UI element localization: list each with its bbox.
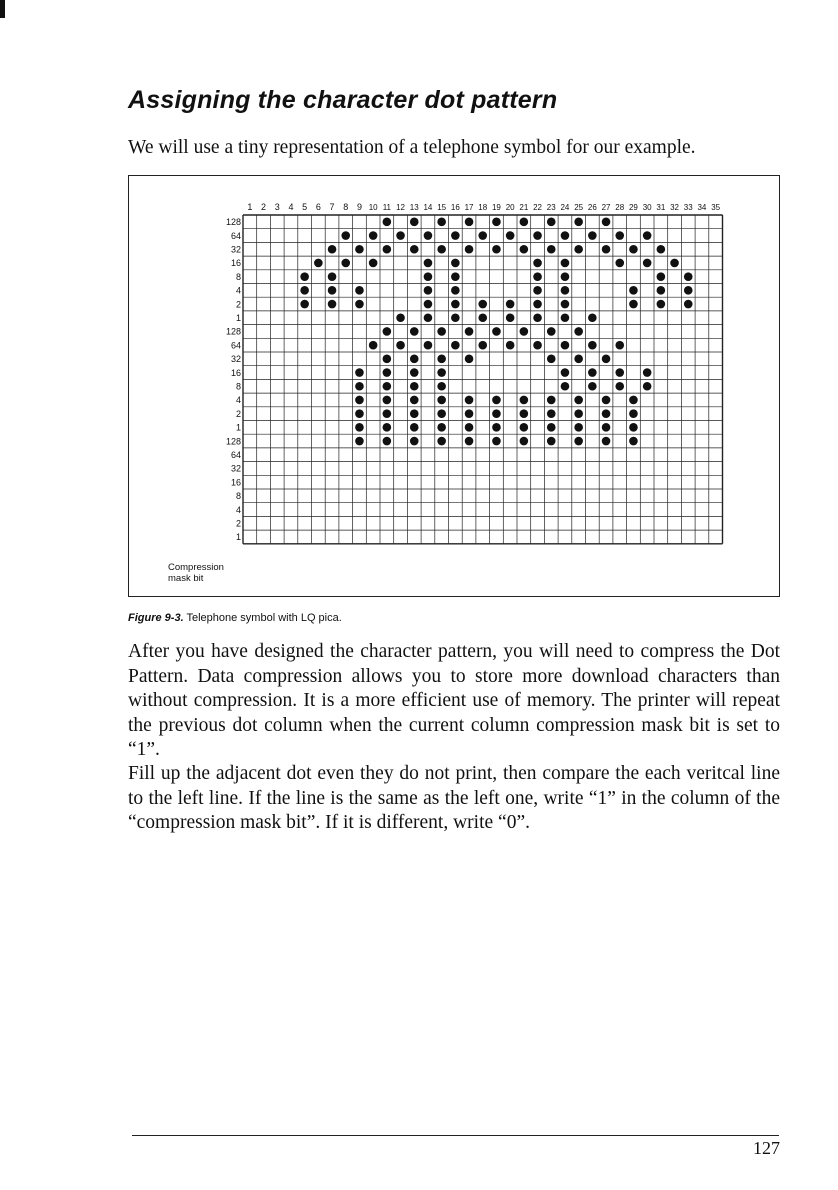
pattern-dot [410, 396, 419, 405]
row-bit-label: 8 [235, 491, 241, 502]
pattern-dot [478, 313, 487, 322]
column-number-label: 31 [656, 203, 666, 212]
column-number-label: 5 [302, 202, 308, 212]
pattern-dot [478, 300, 487, 309]
pattern-dot [684, 286, 693, 295]
pattern-dot [574, 423, 583, 432]
row-bit-label: 64 [230, 340, 241, 351]
row-bit-label: 32 [230, 244, 241, 255]
pattern-dot [629, 423, 638, 432]
pattern-dot [383, 409, 392, 418]
figure-caption [128, 612, 342, 624]
pattern-dot [410, 409, 419, 418]
column-number-label: 14 [423, 203, 433, 212]
column-number-label: 23 [546, 203, 556, 212]
pattern-dot [437, 423, 446, 432]
pattern-dot [520, 396, 529, 405]
column-number-label: 18 [478, 203, 488, 212]
row-bit-label: 1 [235, 312, 241, 323]
pattern-dot [547, 437, 556, 446]
pattern-dot [383, 327, 392, 336]
pattern-dot [383, 423, 392, 432]
pattern-dot [684, 272, 693, 281]
pattern-dot [657, 272, 666, 281]
pattern-dot [451, 259, 460, 268]
pattern-dot [328, 245, 337, 254]
pattern-dot [424, 341, 433, 350]
pattern-dot [465, 437, 474, 446]
pattern-dot [492, 245, 501, 254]
pattern-dot [629, 286, 638, 295]
pattern-dot [629, 300, 638, 309]
pattern-dot [492, 423, 501, 432]
pattern-dot [547, 423, 556, 432]
pattern-dot [341, 259, 350, 268]
column-number-label: 29 [628, 203, 638, 212]
pattern-dot [355, 382, 364, 391]
pattern-dot [355, 368, 364, 377]
row-bit-label: 2 [235, 408, 241, 419]
pattern-dot [437, 245, 446, 254]
column-number-label: 28 [615, 203, 625, 212]
pattern-dot [506, 231, 515, 240]
pattern-dot [520, 245, 529, 254]
pattern-dot [383, 218, 392, 227]
pattern-dot [314, 259, 323, 268]
pattern-dot [602, 437, 611, 446]
pattern-dot [410, 327, 419, 336]
pattern-dot [533, 286, 542, 295]
column-number-label: 7 [329, 202, 335, 212]
column-number-label: 16 [450, 203, 460, 212]
pattern-dot [355, 437, 364, 446]
pattern-dot [410, 355, 419, 364]
pattern-dot [629, 396, 638, 405]
pattern-dot [520, 437, 529, 446]
pattern-dot [561, 286, 570, 295]
pattern-dot [492, 396, 501, 405]
pattern-dot [574, 327, 583, 336]
pattern-dot [383, 245, 392, 254]
pattern-dot [437, 396, 446, 405]
column-number-label: 24 [560, 203, 570, 212]
row-bit-label: 4 [235, 285, 241, 296]
column-number-label: 13 [409, 203, 419, 212]
pattern-dot [588, 368, 597, 377]
row-bit-label: 8 [235, 271, 241, 282]
compression-label-line2: mask bit [168, 573, 204, 584]
pattern-dot [383, 368, 392, 377]
pattern-dot [465, 218, 474, 227]
pattern-dot [684, 300, 693, 309]
pattern-dot [396, 231, 405, 240]
pattern-dot [410, 368, 419, 377]
pattern-dot [383, 382, 392, 391]
column-number-label: 1 [247, 202, 253, 212]
pattern-dot [561, 272, 570, 281]
column-number-label: 3 [274, 202, 280, 212]
pattern-dot [369, 341, 378, 350]
pattern-dot [547, 245, 556, 254]
pattern-dot [602, 355, 611, 364]
pattern-dot [615, 231, 624, 240]
column-number-label: 22 [533, 203, 543, 212]
column-number-label: 32 [670, 203, 680, 212]
row-bit-label: 4 [235, 395, 241, 406]
pattern-dot [547, 409, 556, 418]
pattern-dot [506, 300, 515, 309]
row-bit-label: 128 [225, 217, 241, 228]
pattern-dot [465, 409, 474, 418]
column-number-label: 6 [315, 202, 321, 212]
pattern-dot [561, 341, 570, 350]
column-number-label: 35 [711, 203, 721, 212]
column-number-label: 11 [382, 203, 392, 212]
section-title: Assigning the character dot pattern [128, 86, 558, 114]
pattern-dot [574, 396, 583, 405]
paragraph-compression: After you have designed the character pattern, you will need to compress the Dot Pattern. Data compression allows you to store more download characters than without compression. It is a more efficient use of memory. The printer will repeat the previous dot column when the current column compression mask bit is set to “1”. [128, 641, 780, 760]
pattern-dot [588, 382, 597, 391]
pattern-dot [465, 423, 474, 432]
column-number-label: 4 [288, 202, 294, 212]
pattern-dot [615, 259, 624, 268]
row-bit-label: 64 [230, 449, 241, 460]
pattern-dot [437, 409, 446, 418]
intro-text: We will use a tiny representation of a telephone symbol for our example. [128, 137, 696, 158]
pattern-dot [492, 327, 501, 336]
pattern-dot [657, 286, 666, 295]
pattern-dot [451, 341, 460, 350]
column-number-label: 34 [697, 203, 707, 212]
pattern-dot [300, 286, 309, 295]
pattern-dot [478, 231, 487, 240]
column-number-label: 8 [343, 202, 349, 212]
pattern-dot [547, 327, 556, 336]
pattern-dot [615, 382, 624, 391]
pattern-dot [574, 437, 583, 446]
pattern-dot [657, 245, 666, 254]
column-number-label: 26 [587, 203, 597, 212]
pattern-dot [328, 286, 337, 295]
pattern-dot [657, 300, 666, 309]
row-bit-label: 32 [230, 463, 241, 474]
pattern-dot [410, 245, 419, 254]
pattern-dot [300, 300, 309, 309]
pattern-dot [602, 245, 611, 254]
column-number-label: 17 [464, 203, 474, 212]
row-bit-label: 64 [230, 230, 241, 241]
pattern-dot [451, 272, 460, 281]
pattern-dot [520, 218, 529, 227]
pattern-dot [396, 341, 405, 350]
row-bit-label: 1 [235, 532, 241, 543]
column-number-label: 15 [437, 203, 447, 212]
pattern-dot [602, 396, 611, 405]
pattern-dot [424, 300, 433, 309]
row-bit-label: 128 [225, 326, 241, 337]
pattern-dot [533, 300, 542, 309]
column-number-label: 9 [356, 202, 362, 212]
pattern-dot [355, 423, 364, 432]
pattern-dot [369, 259, 378, 268]
pattern-dot [437, 368, 446, 377]
figure-caption-label: Figure 9-3. [128, 612, 184, 624]
pattern-dot [629, 409, 638, 418]
pattern-dot [547, 355, 556, 364]
pattern-dot [437, 355, 446, 364]
column-number-label: 20 [505, 203, 515, 212]
pattern-dot [437, 437, 446, 446]
pattern-dot [629, 437, 638, 446]
pattern-dot [561, 368, 570, 377]
footer-rule [132, 1135, 779, 1136]
pattern-dot [574, 218, 583, 227]
pattern-dot [451, 300, 460, 309]
pattern-dot [437, 327, 446, 336]
pattern-dot [355, 245, 364, 254]
column-number-label: 33 [683, 203, 693, 212]
pattern-dot [300, 272, 309, 281]
column-number-label: 21 [519, 203, 529, 212]
pattern-dot [328, 272, 337, 281]
compression-mask-label [168, 562, 258, 584]
pattern-dot [437, 382, 446, 391]
pattern-dot [643, 231, 652, 240]
pattern-dot [520, 423, 529, 432]
column-number-label: 30 [642, 203, 652, 212]
pattern-dot [369, 231, 378, 240]
row-bit-label: 128 [225, 436, 241, 447]
pattern-dot [437, 218, 446, 227]
pattern-dot [615, 341, 624, 350]
pattern-dot [424, 259, 433, 268]
pattern-dot [410, 382, 419, 391]
pattern-dot [643, 368, 652, 377]
row-bit-label: 8 [235, 381, 241, 392]
pattern-dot [615, 368, 624, 377]
column-number-label: 25 [574, 203, 584, 212]
column-number-label: 19 [491, 203, 501, 212]
pattern-dot [478, 341, 487, 350]
pattern-dot [451, 231, 460, 240]
pattern-dot [465, 396, 474, 405]
pattern-dot [588, 313, 597, 322]
pattern-dot [451, 313, 460, 322]
pattern-dot [561, 231, 570, 240]
pattern-dot [533, 341, 542, 350]
pattern-dot [383, 355, 392, 364]
pattern-dot [492, 437, 501, 446]
pattern-dot [410, 423, 419, 432]
row-bit-label: 32 [230, 354, 241, 365]
pattern-dot [643, 382, 652, 391]
column-number-label: 27 [601, 203, 611, 212]
pattern-dot [533, 259, 542, 268]
pattern-dot [561, 259, 570, 268]
pattern-dot [465, 327, 474, 336]
pattern-dot [328, 300, 337, 309]
pattern-dot [355, 286, 364, 295]
pattern-dot [602, 218, 611, 227]
pattern-dot [561, 300, 570, 309]
pattern-dot [355, 409, 364, 418]
column-number-label: 2 [261, 202, 267, 212]
pattern-dot [383, 396, 392, 405]
page-number: 127 [753, 1138, 780, 1158]
pattern-dot [547, 218, 556, 227]
row-bit-label: 4 [235, 504, 241, 515]
pattern-dot [465, 355, 474, 364]
compression-label-line1: Compression [168, 562, 224, 573]
pattern-dot [602, 409, 611, 418]
row-bit-label: 1 [235, 422, 241, 433]
pattern-dot [492, 218, 501, 227]
pattern-dot [588, 231, 597, 240]
pattern-dot [533, 231, 542, 240]
pattern-dot [520, 327, 529, 336]
pattern-dot [506, 313, 515, 322]
pattern-dot [396, 313, 405, 322]
pattern-dot [424, 272, 433, 281]
pattern-dot [629, 245, 638, 254]
pattern-dot [520, 409, 529, 418]
pattern-dot [451, 286, 460, 295]
pattern-dot [602, 423, 611, 432]
pattern-dot [410, 437, 419, 446]
pattern-dot [574, 409, 583, 418]
row-bit-label: 16 [230, 258, 241, 269]
column-number-label: 12 [396, 203, 406, 212]
pattern-dot [670, 259, 679, 268]
pattern-dot [424, 313, 433, 322]
row-bit-label: 2 [235, 518, 241, 529]
row-bit-label: 16 [230, 367, 241, 378]
pattern-dot [574, 355, 583, 364]
row-bit-label: 2 [235, 299, 241, 310]
pattern-dot [341, 231, 350, 240]
pattern-dot [588, 341, 597, 350]
pattern-dot [355, 396, 364, 405]
pattern-dot [355, 300, 364, 309]
pattern-dot [410, 218, 419, 227]
column-number-label: 10 [368, 203, 378, 212]
pattern-dot [383, 437, 392, 446]
pattern-dot [506, 341, 515, 350]
pattern-dot [424, 286, 433, 295]
row-bit-label: 16 [230, 477, 241, 488]
pattern-dot [574, 245, 583, 254]
pattern-dot [492, 409, 501, 418]
pattern-dot [547, 396, 556, 405]
pattern-dot [533, 313, 542, 322]
pattern-dot [424, 231, 433, 240]
pattern-dot [533, 272, 542, 281]
figure-caption-text: Telephone symbol with LQ pica. [183, 612, 342, 624]
pattern-dot [465, 245, 474, 254]
pattern-dot [561, 382, 570, 391]
pattern-dot [643, 259, 652, 268]
pattern-dot [561, 313, 570, 322]
paragraph-fill-instructions: Fill up the adjacent dot even they do not print, then compare the each veritcal line to the left line. If the line is the same as the left one, write “1” in the column of the “compression mask bit”. If it is different, write “0”. [128, 763, 780, 833]
